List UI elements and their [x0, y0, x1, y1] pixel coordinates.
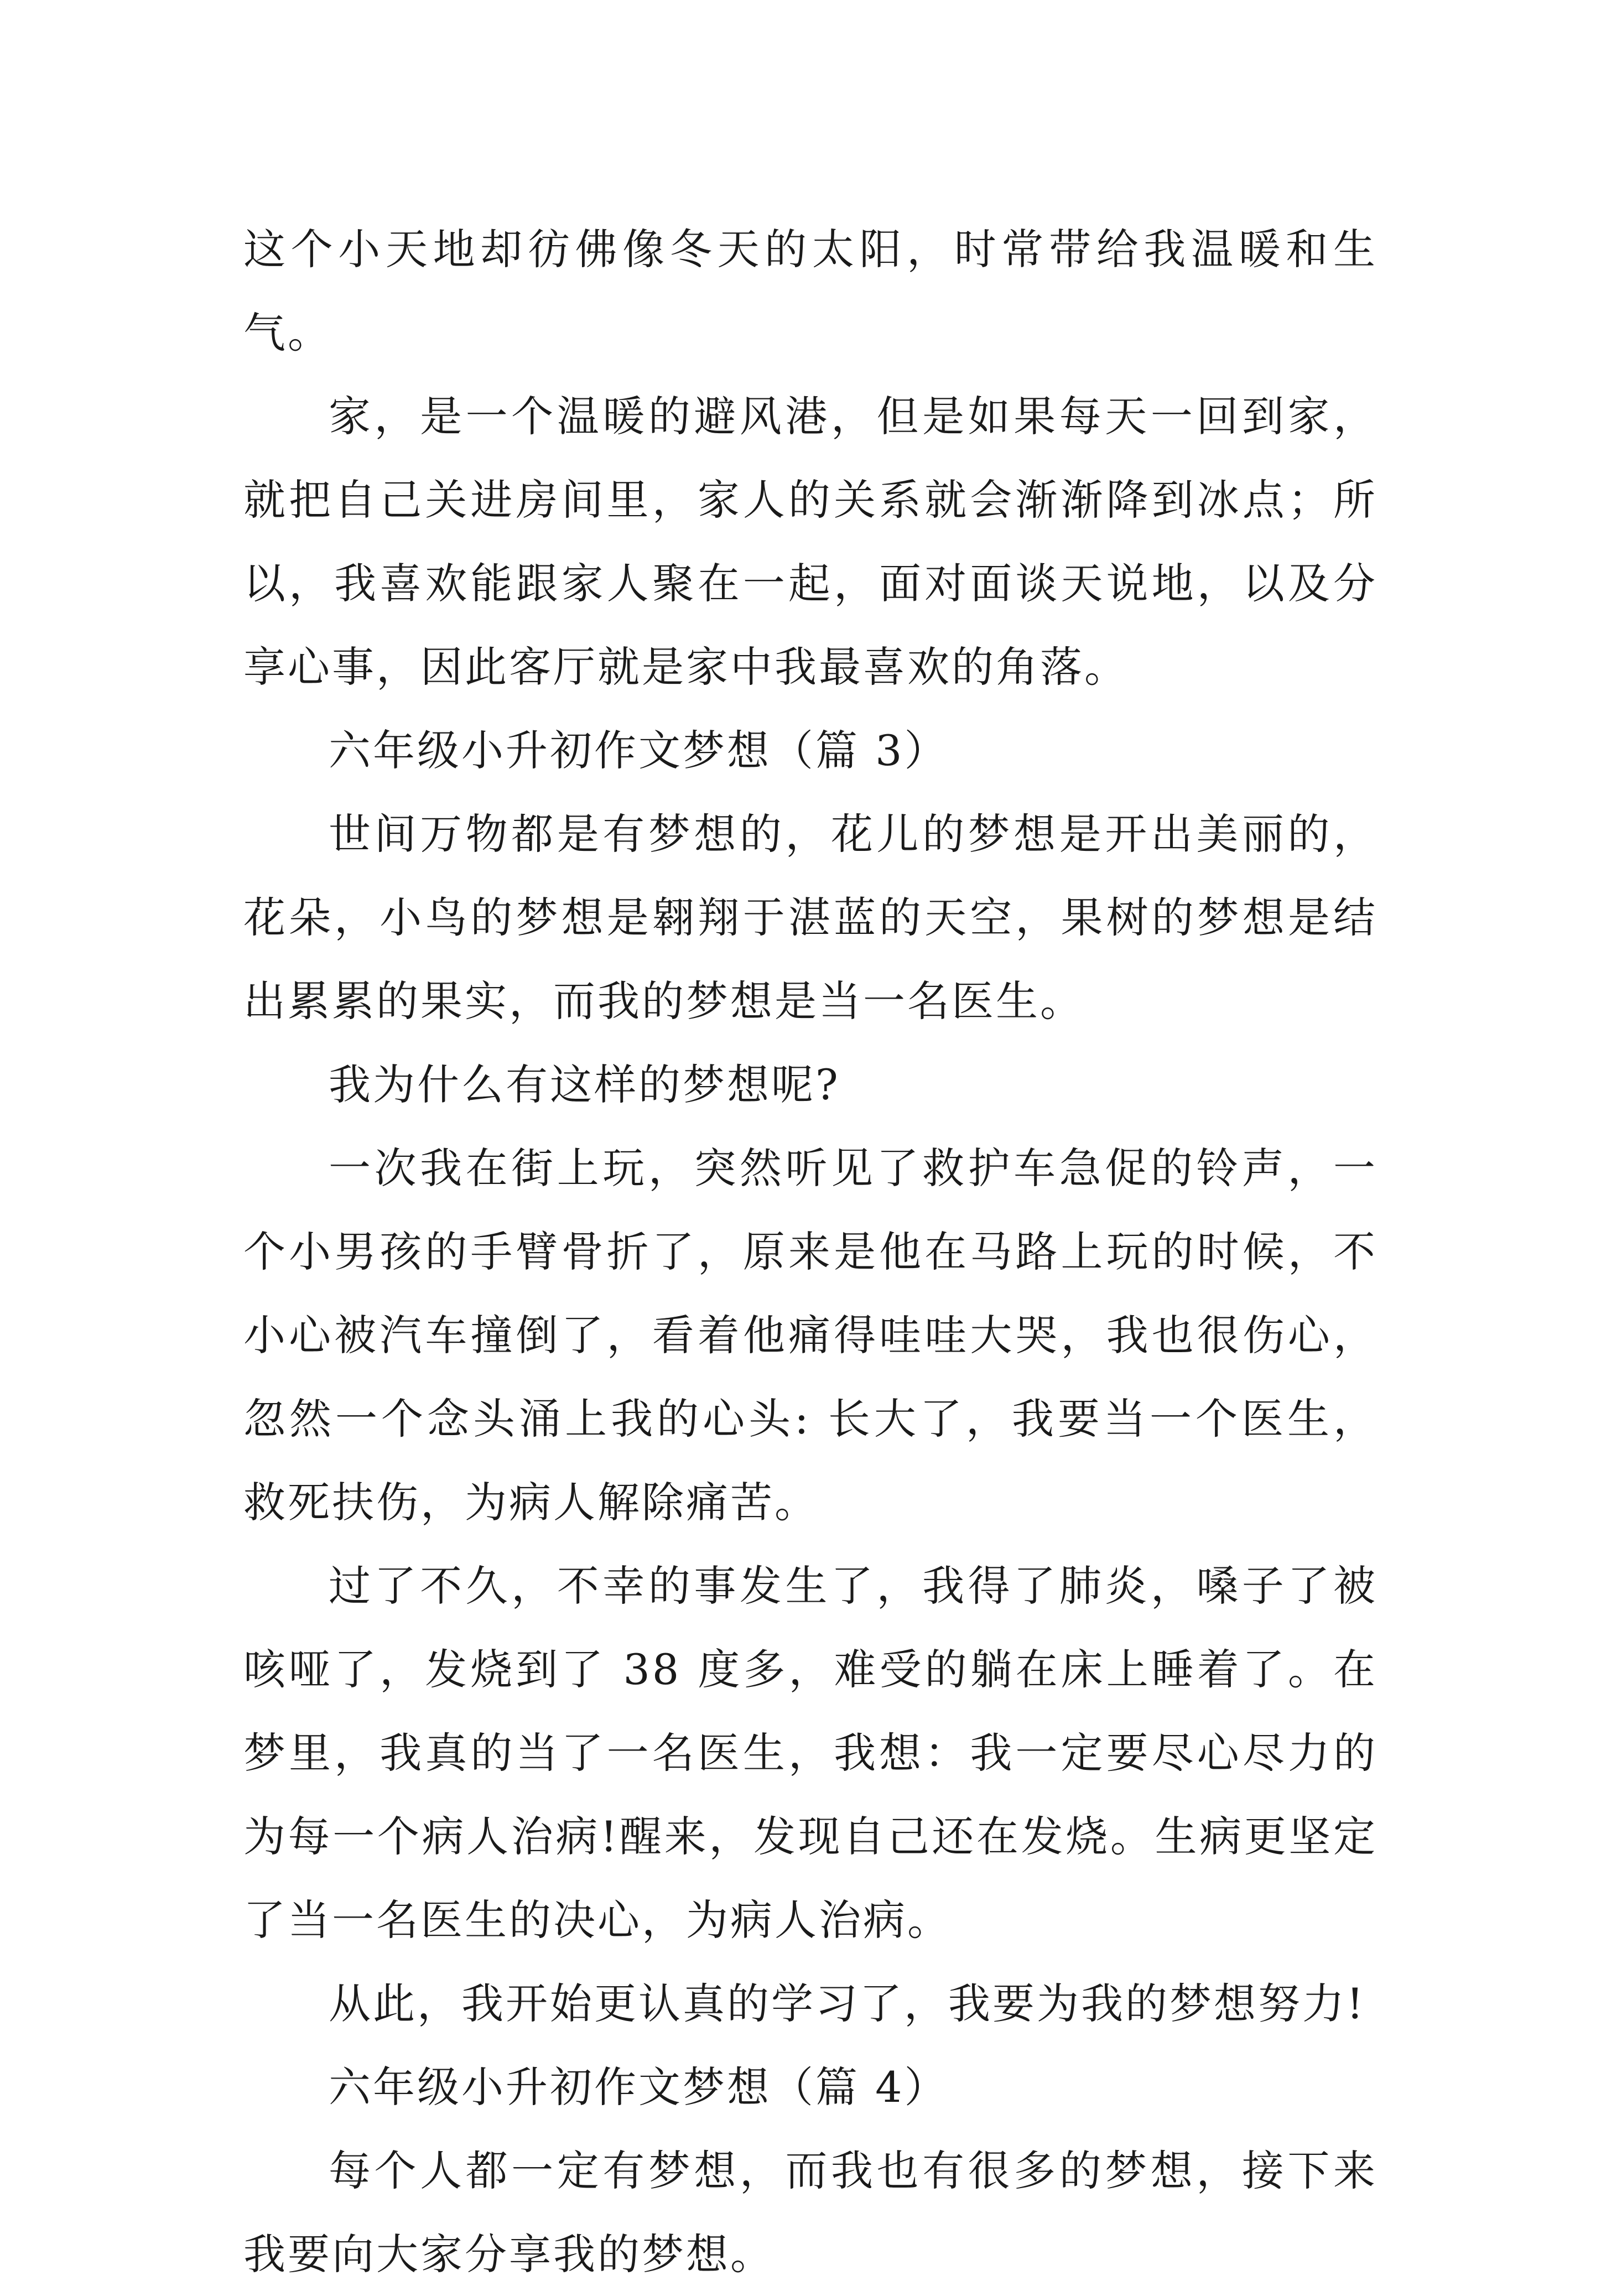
- document-body: [243, 207, 1378, 2296]
- section-heading-4: 六年级小升初作文梦想（篇 4）: [329, 2063, 949, 2112]
- paragraph-6: 过了不久，不幸的事发生了，我得了肺炎，嗓子了被咳哑了，发烧到了 38 度多，难受的躺在床上睡着了。在梦里，我真的当了一名医生，我想：我一定要尽心尽力的为每一个病人治病!醒来，发现自己还在发烧。生病更坚定了当一名医生的决心，为病人治病。: [243, 1561, 1378, 1945]
- section-heading-3: 六年级小升初作文梦想（篇 3）: [329, 726, 949, 775]
- paragraph-3: 世间万物都是有梦想的，花儿的梦想是开出美丽的，花朵，小鸟的梦想是翱翔于湛蓝的天空，果树的梦想是结出累累的果实，而我的梦想是当一名医生。: [243, 809, 1378, 1026]
- paragraph-7: 从此，我开始更认真的学习了，我要为我的梦想努力!: [329, 1979, 1366, 2028]
- paragraph-1: 这个小天地却彷佛像冬天的太阳，时常带给我温暖和生气。: [243, 225, 1378, 357]
- paragraph-4: 我为什么有这样的梦想呢?: [329, 1060, 840, 1109]
- paragraph-8: 每个人都一定有梦想，而我也有很多的梦想，接下来我要向大家分享我的梦想。: [243, 2146, 1378, 2279]
- paragraph-5: 一次我在街上玩，突然听见了救护车急促的铃声，一个小男孩的手臂骨折了，原来是他在马路上玩的时候，不小心被汽车撞倒了，看着他痛得哇哇大哭，我也很伤心，忽然一个念头涌上我的心头: 长大了，我要当一个医生，救死扶伤，为病人解除痛苦。: [243, 1144, 1378, 1527]
- paragraph-2: 家，是一个温暖的避风港，但是如果每天一回到家，就把自己关进房间里，家人的关系就会渐渐降到冰点；所以，我喜欢能跟家人聚在一起，面对面谈天说地，以及分享心事，因此客厅就是家中我最喜欢的角落。: [243, 392, 1378, 692]
